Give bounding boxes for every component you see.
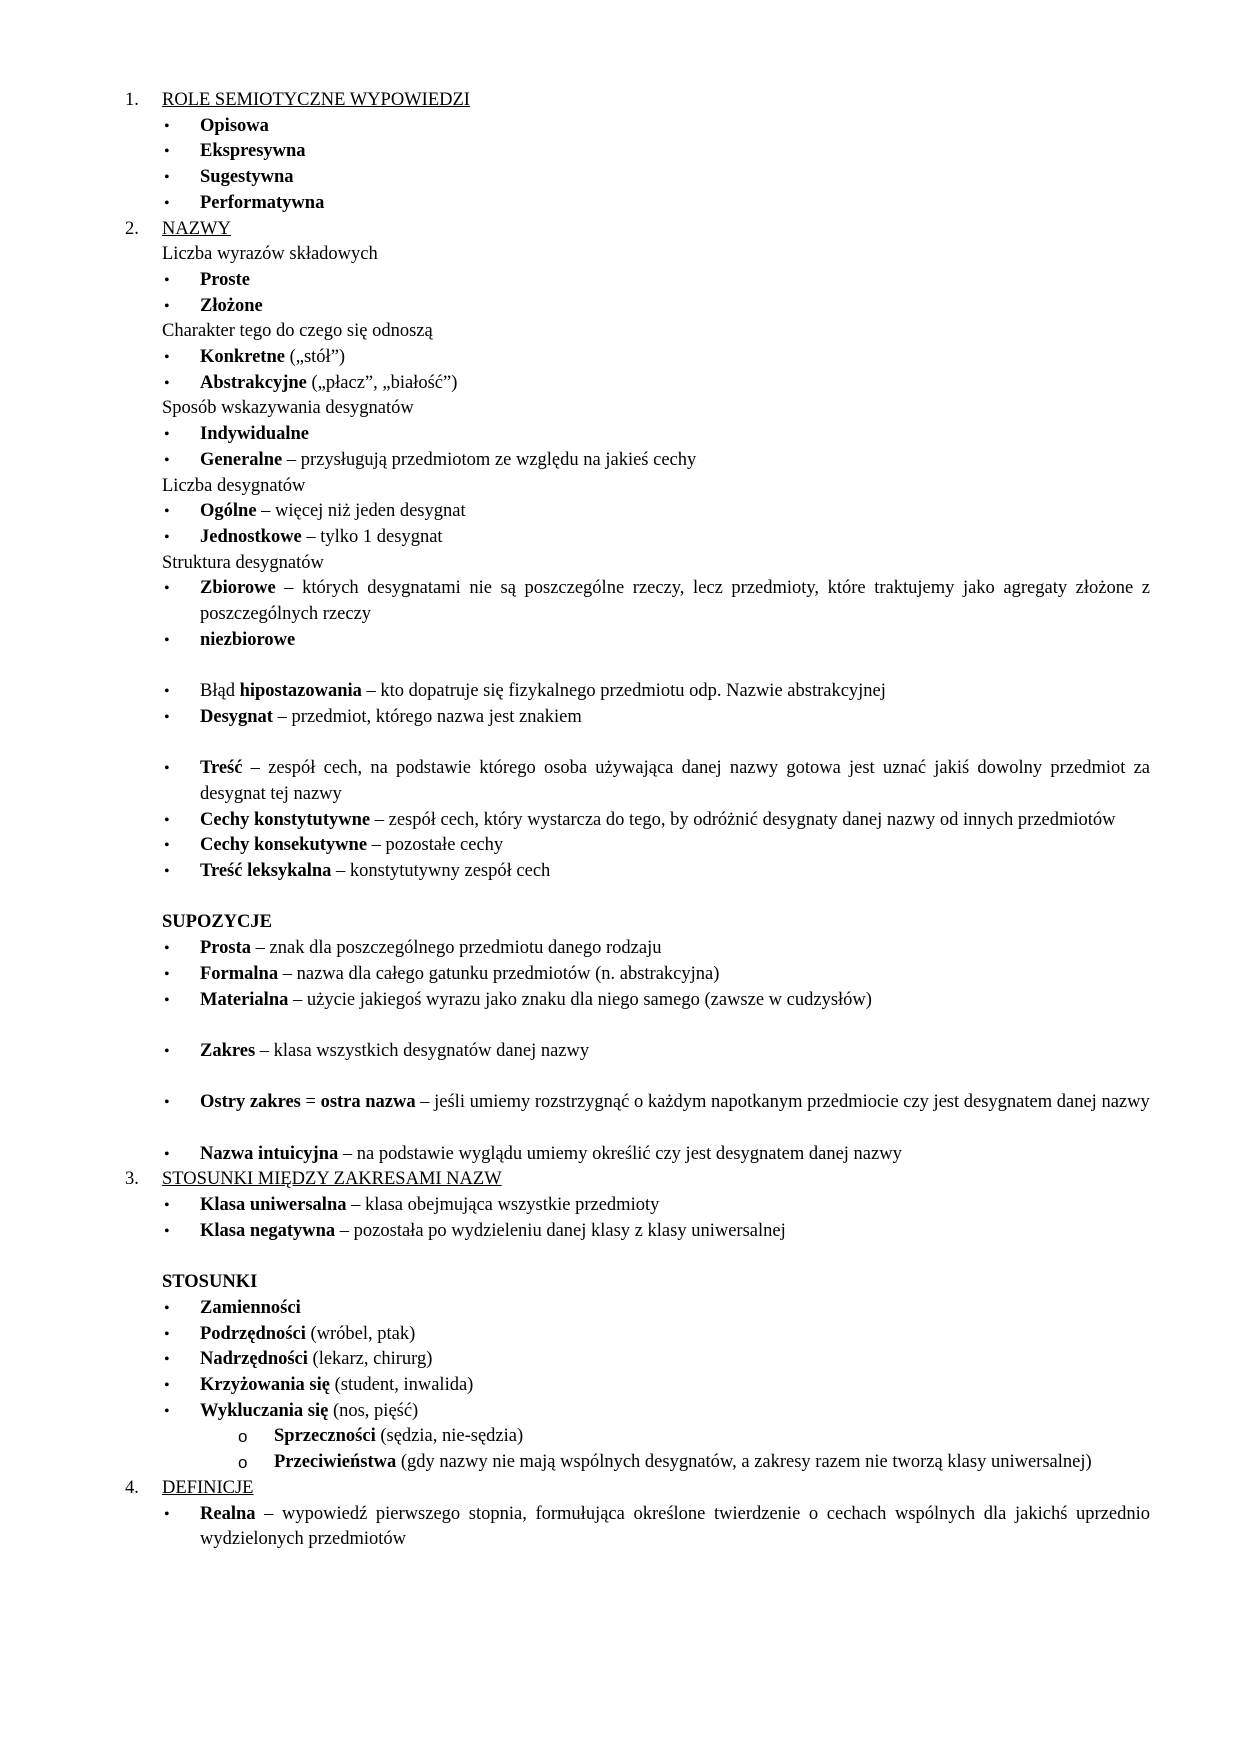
bullet-icon: • [164,1094,170,1112]
list-item: • Proste [0,268,1240,294]
list-item: • Realna – wypowiedź pierwszego stopnia, formułująca określone twierdzenie o cechach wspólnych dla jakichś uprzednio wydzielonych przedmiotów [164,1503,1150,1550]
list-item: • Treść leksykalna – konstytutywny zespół cech [0,859,1240,885]
list-item: • Treść – zespół cech, na podstawie którego osoba używająca danej nazwy gotowa jest uznać jakiś dowolny przedmiot za desygnat tej nazwy [164,758,1150,804]
spacer [0,1065,1240,1091]
spacer [0,653,1240,679]
bullet-icon: • [164,631,170,649]
list-item: • Nadrzędności (lekarz, chirurg) [0,1347,1240,1373]
section-4-heading [0,1476,1240,1502]
subheading: SUPOZYCJE [162,912,272,933]
list-item: • Desygnat – przedmiot, którego nazwa jest znakiem [0,705,1240,731]
bullet-icon: • [164,1351,170,1369]
section-title: ROLE SEMIOTYCZNE WYPOWIEDZI [162,90,470,110]
bullet-icon: • [164,426,170,444]
list-item: • Jednostkowe – tylko 1 desygnat [0,525,1240,551]
list-item: • Performatywna [0,191,1240,217]
spacer [0,1116,1240,1142]
list-item: • Materialna – użycie jakiegoś wyrazu jako znaku dla niego samego (zawsze w cudzysłów) [0,988,1240,1014]
bullet-icon: • [164,349,170,366]
bullet-icon: • [164,580,170,598]
list-item: • Zamienności [0,1296,1240,1322]
spacer [0,1013,1240,1039]
bullet-icon: • [164,1299,170,1317]
list-item: • Generalne – przysługują przedmiotom ze względu na jakieś cechy [0,448,1240,474]
sub-list-item: o Przeciwieństwa (gdy nazwy nie mają wspólnych desygnatów, a zakresy razem nie tworzą klasy uniwersalnej) [0,1450,1240,1476]
circle-bullet-icon: o [238,1427,248,1447]
section-title: STOSUNKI MIĘDZY ZAKRESAMI NAZW [162,1169,502,1190]
bullet-icon: • [164,503,170,521]
list-item: • Ostry zakres = ostra nazwa – jeśli umiemy rozstrzygnąć o każdym napotkanym przedmiocie czy jest desygnatem danej nazwy [0,1090,1240,1116]
list-item: • Cechy konstytutywne – zespół cech, który wystarcza do tego, by odróżnić desygnaty danej nazwy od innych przedmiotów [0,808,1240,834]
group-label: Sposób wskazywania desygnatów [162,398,414,419]
bullet-icon: • [164,683,170,701]
list-item: • Ogólne – więcej niż jeden desygnat [0,499,1240,525]
bullet-icon: • [164,1042,170,1060]
list-item: • niezbiorowe [0,628,1240,654]
group-label: Liczba desygnatów [162,475,306,496]
bullet-icon: • [164,374,170,392]
bullet-icon: • [164,143,170,161]
bullet-icon: • [164,297,170,315]
list-item: • Konkretne („stół”) [0,345,1240,371]
section-number: 4. [125,1477,139,1498]
section-number: 3. [125,1169,139,1190]
list-item: • Podrzędności (wróbel, ptak) [0,1322,1240,1348]
bullet-icon: • [164,940,170,958]
bullet-icon: • [164,194,170,212]
bullet-icon: • [164,965,170,983]
list-item: • Formalna – nazwa dla całego gatunku przedmiotów (n. abstrakcyjna) [0,962,1240,988]
list-item: • Ekspresywna [0,139,1240,165]
list-item: • Indywidualne [0,422,1240,448]
bullet-icon: • [164,117,170,135]
spacer [0,731,1240,757]
document-page [0,88,1240,1553]
bullet-icon: • [164,451,170,469]
bullet-icon: • [164,1222,170,1240]
subheading: STOSUNKI [162,1272,258,1293]
sub-list-item: o Sprzeczności (sędzia, nie-sędzia) [0,1424,1240,1450]
list-item: • Klasa uniwersalna – klasa obejmująca wszystkie przedmioty [0,1193,1240,1219]
bullet-icon: • [164,1377,170,1394]
bullet-icon: • [164,528,170,546]
list-item: • Abstrakcyjne („płacz”, „białość”) [0,371,1240,397]
section-3-heading [0,1167,1240,1193]
list-item: • Krzyżowania się (student, inwalida) [0,1373,1240,1399]
bullet-icon: • [164,863,170,881]
list-item: • Sugestywna [0,165,1240,191]
bullet-icon: • [164,1402,170,1420]
section-2-heading [0,217,1240,243]
list-item: • Opisowa [0,114,1240,140]
bullet-icon: • [164,271,170,289]
section-title: NAZWY [162,218,231,239]
list-item: • Nazwa intuicyjna – na podstawie wyglądu umiemy określić czy jest desygnatem danej nazwy [0,1142,1240,1168]
list-item: • Cechy konsekutywne – pozostałe cechy [0,833,1240,859]
section-title: DEFINICJE [162,1477,254,1498]
bullet-icon: • [164,1505,170,1523]
bullet-icon: • [164,811,170,829]
list-item: • Błąd hipostazowania – kto dopatruje się fizykalnego przedmiotu odp. Nazwie abstrakcyjnej [0,679,1240,705]
bullet-icon: • [164,837,170,855]
list-item: • Zbiorowe – których desygnatami nie są poszczególne rzeczy, lecz przedmioty, które traktujemy jako agregaty złożone z poszczególnych rzeczy [164,578,1150,625]
bullet-icon: • [164,760,170,778]
group-label: Liczba wyrazów składowych [162,244,378,265]
section-number: 2. [125,218,139,239]
section-number: 1. [125,90,139,110]
bullet-icon: • [164,708,170,726]
list-item: • Zakres – klasa wszystkich desygnatów danej nazwy [0,1039,1240,1065]
group-label: Struktura desygnatów [162,552,324,573]
bullet-icon: • [164,1325,170,1343]
spacer [0,885,1240,911]
list-item: • Klasa negatywna – pozostała po wydzieleniu danej klasy z klasy uniwersalnej [0,1219,1240,1245]
spacer [0,1245,1240,1271]
circle-bullet-icon: o [238,1453,248,1473]
section-1-heading [0,88,1240,114]
bullet-icon: • [164,991,170,1009]
group-label: Charakter tego do czego się odnoszą [162,321,433,342]
bullet-icon: • [164,1197,170,1215]
list-item: • Wykluczania się (nos, pięść) [0,1399,1240,1425]
bullet-icon: • [164,169,170,187]
list-item: • Złożone [0,294,1240,320]
bullet-icon: • [164,1145,170,1163]
list-item: • Prosta – znak dla poszczególnego przedmiotu danego rodzaju [0,936,1240,962]
